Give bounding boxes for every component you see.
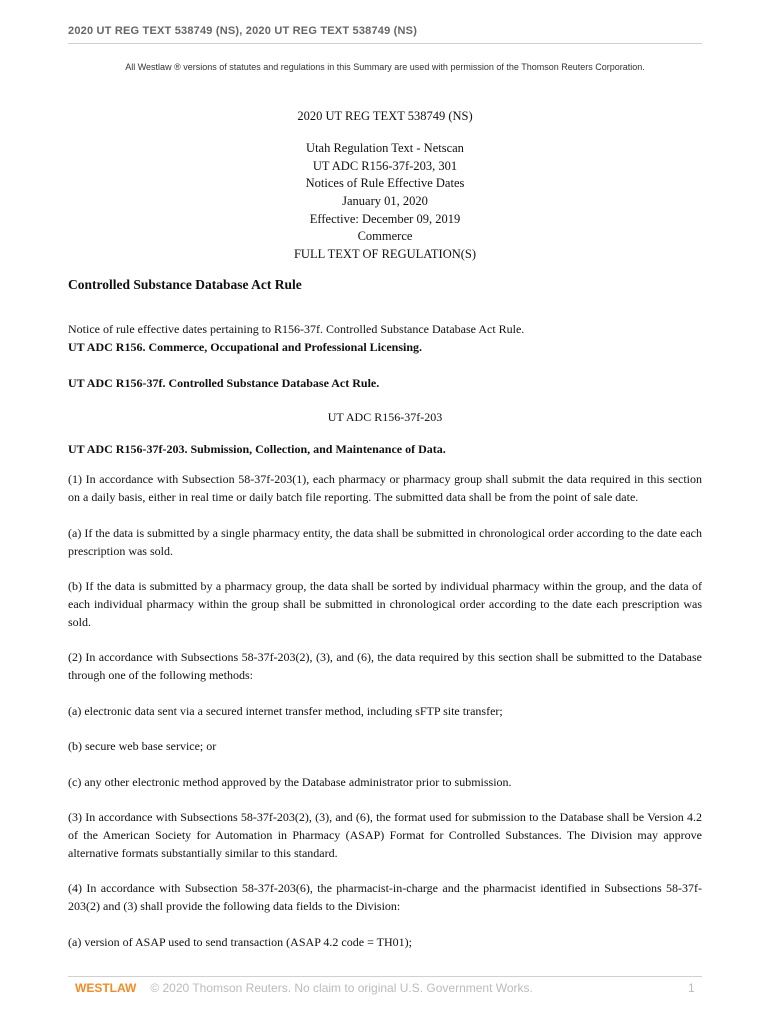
document-meta	[68, 139, 702, 263]
header-divider	[68, 43, 702, 44]
paragraph-2c: (c) any other electronic method approved by the Database administrator prior to submission.	[68, 775, 512, 789]
paragraph-4: (4) In accordance with Subsection 58-37f-203(6), the pharmacist-in-charge and the pharmacist identified in Subsections 58-37f-203(2) and (3) shall provide the following data fields to the Division:	[68, 881, 702, 913]
meta-effective: Effective: December 09, 2019	[309, 211, 461, 226]
document-id: 2020 UT REG TEXT 538749 (NS)	[297, 109, 473, 123]
permission-notice: All Westlaw ® versions of statutes and regulations in this Summary are used with permission of the Thomson Reuters Corporation.	[125, 62, 645, 72]
paragraph-2: (2) In accordance with Subsections 58-37f-203(2), (3), and (6), the data required by this section shall be submitted to the Database through one of the following methods:	[68, 650, 702, 682]
footer-divider	[68, 976, 702, 977]
westlaw-logo: WESTLAW	[75, 981, 137, 995]
notice-text: Notice of rule effective dates pertaining to R156-37f. Controlled Substance Database Act Rule.	[68, 322, 525, 336]
paragraph-4a: (a) version of ASAP used to send transaction (ASAP 4.2 code = TH01);	[68, 935, 412, 949]
section-heading: UT ADC R156-37f-203. Submission, Collection, and Maintenance of Data.	[68, 442, 446, 456]
paragraph-1b: (b) If the data is submitted by a pharmacy group, the data shall be sorted by individual pharmacy within the group, and the data of each individual pharmacy within the group shall be submitted in chronological order according to the date each prescription was sold.	[68, 579, 702, 629]
section-reference: UT ADC R156-37f-203	[327, 410, 443, 424]
footer-copyright: © 2020 Thomson Reuters. No claim to original U.S. Government Works.	[150, 981, 533, 995]
paragraph-3: (3) In accordance with Subsections 58-37f-203(2), (3), and (6), the format used for submission to the Database shall be Version 4.2 of the American Society for Automation in Pharmacy (ASAP) Format for Controlled Substances. The Division may approve alternative formats substantially similar to this standard.	[68, 810, 702, 860]
meta-agency: Commerce	[357, 229, 413, 244]
paragraph-2a: (a) electronic data sent via a secured internet transfer method, including sFTP site transfer;	[68, 704, 503, 718]
paragraph-1: (1) In accordance with Subsection 58-37f-203(1), each pharmacy or pharmacy group shall submit the data required in this section on a daily basis, either in real time or daily batch file reporting. The submitted data shall be from the point of sale date.	[68, 472, 702, 504]
running-header: 2020 UT REG TEXT 538749 (NS), 2020 UT REG TEXT 538749 (NS)	[68, 25, 418, 37]
rule-heading: UT ADC R156-37f. Controlled Substance Database Act Rule.	[68, 376, 380, 390]
meta-notice-type: Notices of Rule Effective Dates	[305, 176, 465, 191]
page-number: 1	[688, 981, 695, 995]
document-title: Controlled Substance Database Act Rule	[68, 277, 302, 292]
paragraph-1a: (a) If the data is submitted by a single pharmacy entity, the data shall be submitted in chronological order according to the date each prescription was sold.	[68, 526, 702, 558]
meta-source: Utah Regulation Text - Netscan	[306, 141, 464, 155]
footer	[75, 981, 533, 995]
meta-full-text: FULL TEXT OF REGULATION(S)	[293, 247, 477, 262]
meta-citation: UT ADC R156-37f-203, 301	[312, 158, 458, 173]
meta-date: January 01, 2020	[342, 194, 428, 209]
paragraph-2b: (b) secure web base service; or	[68, 739, 217, 753]
chapter-heading: UT ADC R156. Commerce, Occupational and Professional Licensing.	[68, 340, 423, 354]
